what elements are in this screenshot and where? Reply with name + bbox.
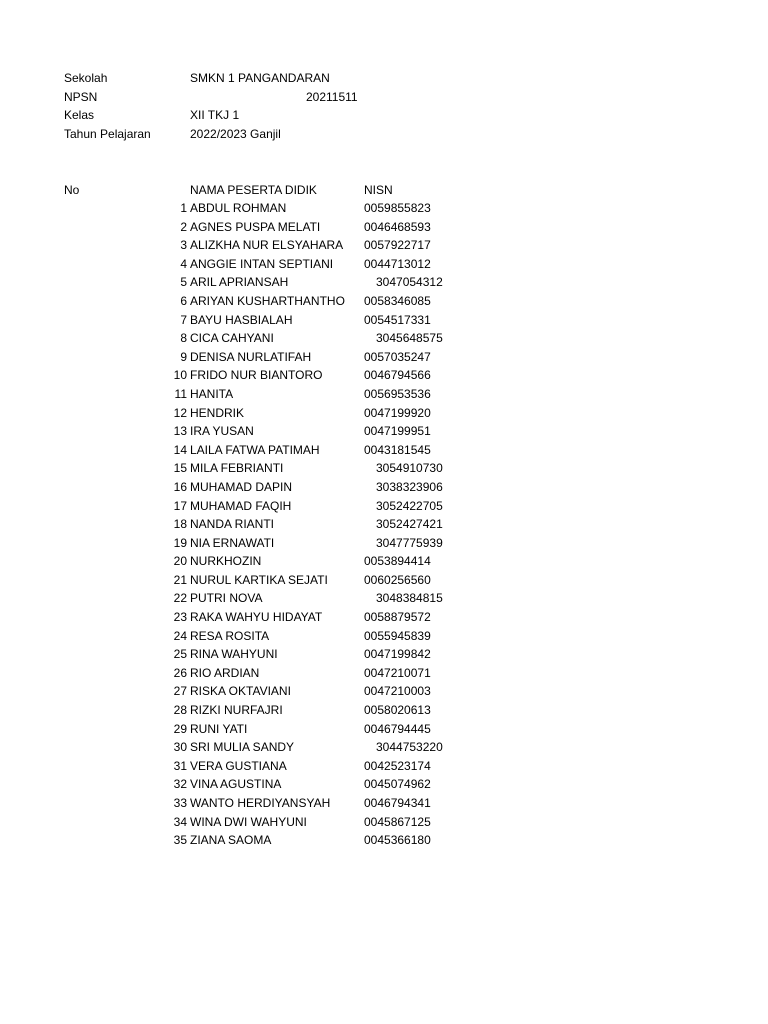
student-name: VINA AGUSTINA (190, 777, 282, 792)
student-nisn: 0058020613 (364, 703, 431, 718)
student-nisn: 3048384815 (376, 591, 443, 606)
student-name: ALIZKHA NUR ELSYAHARA (190, 238, 344, 253)
row-number: 17 (173, 498, 187, 513)
school-label: Sekolah (64, 71, 108, 85)
class-label: Kelas (64, 108, 95, 122)
row-number: 3 (180, 238, 187, 253)
student-nisn: 0057035247 (364, 349, 431, 364)
student-name: RIO ARDIAN (190, 665, 260, 680)
table-row (0, 329, 768, 348)
student-nisn: 0042523174 (364, 758, 431, 773)
row-number: 2 (180, 219, 187, 234)
row-number: 24 (173, 628, 187, 643)
student-name: RESA ROSITA (190, 628, 270, 643)
student-nisn: 0058879572 (364, 610, 431, 625)
student-nisn: 0053894414 (364, 554, 431, 569)
student-nisn: 0047199920 (364, 405, 431, 420)
student-name: ARIL APRIANSAH (190, 275, 289, 290)
student-nisn: 0057922717 (364, 238, 431, 253)
student-name: RINA WAHYUNI (190, 647, 278, 662)
student-nisn: 0056953536 (364, 386, 431, 401)
student-name: RISKA OKTAVIANI (190, 684, 291, 699)
row-number: 14 (173, 442, 187, 457)
student-nisn: 0046468593 (364, 219, 431, 234)
student-name: CICA CAHYANI (190, 331, 274, 346)
student-nisn: 0046794566 (364, 368, 431, 383)
table-row (0, 478, 768, 497)
student-name: SRI MULIA SANDY (190, 740, 295, 755)
row-number: 11 (174, 386, 187, 401)
table-row (0, 720, 768, 739)
student-name: RUNI YATI (190, 721, 248, 736)
table-row (0, 701, 768, 720)
table-row (0, 441, 768, 460)
table-row (0, 738, 768, 757)
student-nisn: 3038323906 (376, 479, 443, 494)
row-number: 7 (180, 312, 187, 327)
student-name: NIA ERNAWATI (190, 535, 275, 550)
row-number: 21 (173, 572, 187, 587)
student-nisn: 0046794445 (364, 721, 431, 736)
school-value: SMKN 1 PANGANDARAN (190, 71, 330, 85)
row-number: 12 (173, 405, 187, 420)
table-row (0, 645, 768, 664)
row-number: 10 (173, 368, 187, 383)
row-number: 33 (173, 796, 187, 810)
student-nisn: 0045074962 (364, 777, 431, 792)
row-number: 13 (173, 424, 187, 439)
table-row (0, 757, 768, 776)
student-nisn: 0059855823 (364, 201, 431, 215)
row-number: 1 (180, 201, 187, 215)
table-row (0, 459, 768, 478)
column-header-nisn: NISN (364, 183, 393, 197)
student-name: WANTO HERDIYANSYAH (190, 796, 331, 810)
student-name: NURKHOZIN (190, 554, 262, 569)
table-row (0, 366, 768, 385)
student-nisn: 0044713012 (364, 256, 431, 271)
student-name: ZIANA SAOMA (190, 833, 272, 848)
student-nisn: 0060256560 (364, 572, 431, 587)
row-number: 34 (173, 814, 187, 829)
table-row (0, 497, 768, 516)
row-number: 30 (173, 740, 187, 755)
student-name: NANDA RIANTI (190, 517, 275, 532)
student-name: DENISA NURLATIFAH (190, 349, 312, 364)
student-nisn: 3045648575 (376, 331, 443, 346)
student-nisn: 0047210003 (364, 684, 431, 699)
student-list (0, 199, 768, 850)
row-number: 18 (173, 517, 187, 532)
year-label: Tahun Pelajaran (64, 127, 151, 141)
table-row (0, 199, 768, 218)
row-number: 31 (173, 758, 187, 773)
student-name: MUHAMAD FAQIH (190, 498, 292, 513)
student-name: PUTRI NOVA (190, 591, 263, 606)
table-row (0, 515, 768, 534)
student-name: RIZKI NURFAJRI (190, 703, 283, 718)
row-number: 27 (173, 684, 187, 699)
student-nisn: 0058346085 (364, 293, 431, 308)
student-nisn: 3044753220 (376, 740, 443, 755)
npsn-value: 20211511 (306, 90, 358, 104)
student-nisn: 3054910730 (376, 461, 443, 476)
table-row (0, 404, 768, 423)
student-nisn: 0043181545 (364, 442, 431, 457)
table-row (0, 552, 768, 571)
student-nisn: 0045366180 (364, 833, 431, 848)
table-row (0, 422, 768, 441)
year-value: 2022/2023 Ganjil (190, 127, 281, 141)
student-nisn: 0047199951 (364, 424, 431, 439)
student-nisn: 3052422705 (376, 498, 443, 513)
student-nisn: 3047054312 (376, 275, 443, 290)
table-row (0, 273, 768, 292)
student-name: VERA GUSTIANA (190, 758, 287, 773)
student-name: AGNES PUSPA MELATI (190, 219, 321, 234)
table-row (0, 794, 768, 813)
row-number: 8 (180, 331, 187, 346)
table-row (0, 292, 768, 311)
table-row (0, 385, 768, 404)
student-name: ARIYAN KUSHARTHANTHO (190, 293, 345, 308)
student-name: LAILA FATWA PATIMAH (190, 442, 320, 457)
row-number: 32 (173, 777, 187, 792)
student-name: HENDRIK (190, 405, 245, 420)
student-nisn: 3047775939 (376, 535, 443, 550)
student-nisn: 0055945839 (364, 628, 431, 643)
student-nisn: 0054517331 (364, 312, 431, 327)
table-row (0, 311, 768, 330)
student-name: ANGGIE INTAN SEPTIANI (190, 256, 334, 271)
row-number: 19 (173, 535, 187, 550)
student-name: HANITA (190, 386, 234, 401)
row-number: 5 (180, 275, 187, 290)
column-header-name: NAMA PESERTA DIDIK (190, 183, 317, 197)
class-value: XII TKJ 1 (190, 108, 240, 122)
column-header-no: No (64, 183, 80, 197)
table-row (0, 608, 768, 627)
row-number: 20 (173, 554, 187, 569)
table-row (0, 255, 768, 274)
row-number: 4 (180, 256, 187, 271)
row-number: 6 (180, 293, 187, 308)
student-name: BAYU HASBIALAH (190, 312, 293, 327)
student-name: ABDUL ROHMAN (190, 201, 287, 215)
table-row (0, 571, 768, 590)
row-number: 29 (173, 721, 187, 736)
table-row (0, 534, 768, 553)
row-number: 26 (173, 665, 187, 680)
row-number: 15 (173, 461, 187, 476)
table-row (0, 348, 768, 367)
npsn-label: NPSN (64, 90, 98, 104)
student-name: NURUL KARTIKA SEJATI (190, 572, 328, 587)
table-row (0, 775, 768, 794)
student-name: IRA YUSAN (190, 424, 254, 439)
student-nisn: 0047210071 (364, 665, 431, 680)
table-row (0, 627, 768, 646)
table-row (0, 813, 768, 832)
student-nisn: 0046794341 (364, 796, 431, 810)
row-number: 22 (173, 591, 187, 606)
table-row (0, 831, 768, 850)
student-name: MILA FEBRIANTI (190, 461, 284, 476)
student-name: RAKA WAHYU HIDAYAT (190, 610, 323, 625)
student-nisn: 3052427421 (376, 517, 443, 532)
student-nisn: 0045867125 (364, 814, 431, 829)
row-number: 9 (180, 349, 187, 364)
student-name: WINA DWI WAHYUNI (190, 814, 307, 829)
table-row (0, 664, 768, 683)
table-row (0, 682, 768, 701)
student-name: MUHAMAD DAPIN (190, 479, 293, 494)
row-number: 23 (173, 610, 187, 625)
table-row (0, 589, 768, 608)
row-number: 16 (173, 479, 187, 494)
row-number: 28 (173, 703, 187, 718)
table-row (0, 218, 768, 237)
student-nisn: 0047199842 (364, 647, 431, 662)
student-name: FRIDO NUR BIANTORO (190, 368, 323, 383)
row-number: 35 (173, 833, 187, 848)
table-row (0, 236, 768, 255)
row-number: 25 (173, 647, 187, 662)
